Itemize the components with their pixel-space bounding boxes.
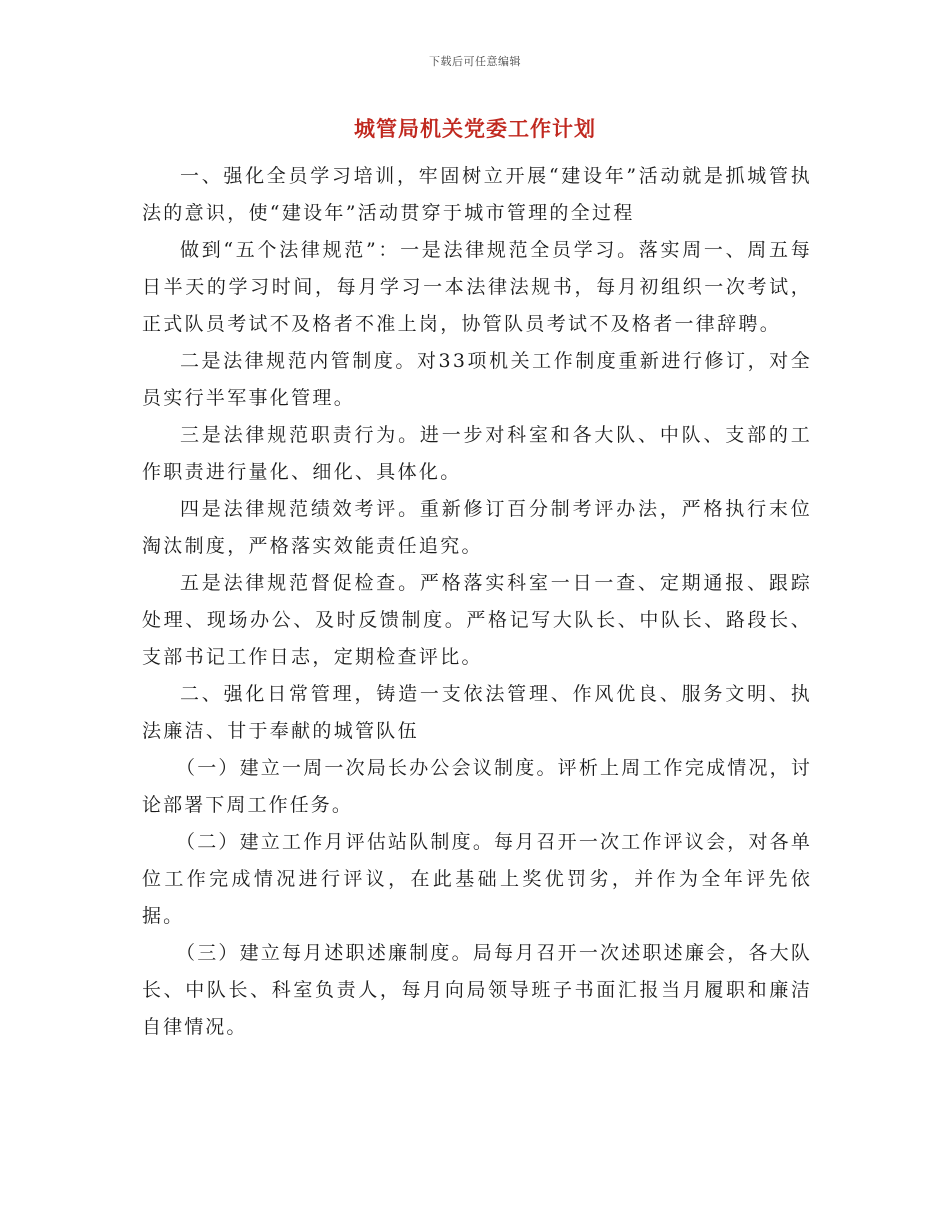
document-body bbox=[142, 158, 812, 1046]
paragraph-section-1: 一、强化全员学习培训，牢固树立开展“建设年”活动就是抓城管执法的意识，使“建设年”活动贯穿于城市管理的全过程 bbox=[142, 165, 812, 224]
paragraph-norm-2: 二是法律规范内管制度。对33项机关工作制度重新进行修订，对全员实行半军事化管理。 bbox=[142, 350, 812, 409]
paragraph-norm-3: 三是法律规范职责行为。进一步对科室和各大队、中队、支部的工作职责进行量化、细化、具体化。 bbox=[142, 424, 812, 483]
paragraph-item-1: （一）建立一周一次局长办公会议制度。评析上周工作完成情况，讨论部署下周工作任务。 bbox=[142, 757, 812, 816]
paragraph-five-norms: 做到“五个法律规范”：一是法律规范全员学习。落实周一、周五每日半天的学习时间，每月学习一本法律法规书，每月初组织一次考试，正式队员考试不及格者不准上岗，协管队员考试不及格者一律辞聘。 bbox=[142, 239, 812, 335]
paragraph-norm-5: 五是法律规范督促检查。严格落实科室一日一查、定期通报、跟踪处理、现场办公、及时反馈制度。严格记写大队长、中队长、路段长、支部书记工作日志，定期检查评比。 bbox=[142, 572, 812, 668]
paragraph-norm-4: 四是法律规范绩效考评。重新修订百分制考评办法，严格执行末位淘汰制度，严格落实效能责任追究。 bbox=[142, 498, 812, 557]
paragraph-item-3: （三）建立每月述职述廉制度。局每月召开一次述职述廉会，各大队长、中队长、科室负责人，每月向局领导班子书面汇报当月履职和廉洁自律情况。 bbox=[142, 942, 812, 1038]
document-title: 城管局机关党委工作计划 bbox=[354, 116, 596, 141]
header-note: 下载后可任意编辑 bbox=[429, 55, 521, 68]
paragraph-item-2: （二）建立工作月评估站队制度。每月召开一次工作评议会，对各单位工作完成情况进行评议，在此基础上奖优罚劣，并作为全年评先依据。 bbox=[142, 831, 812, 927]
paragraph-section-2: 二、强化日常管理，铸造一支依法管理、作风优良、服务文明、执法廉洁、甘于奉献的城管队伍 bbox=[142, 683, 812, 742]
